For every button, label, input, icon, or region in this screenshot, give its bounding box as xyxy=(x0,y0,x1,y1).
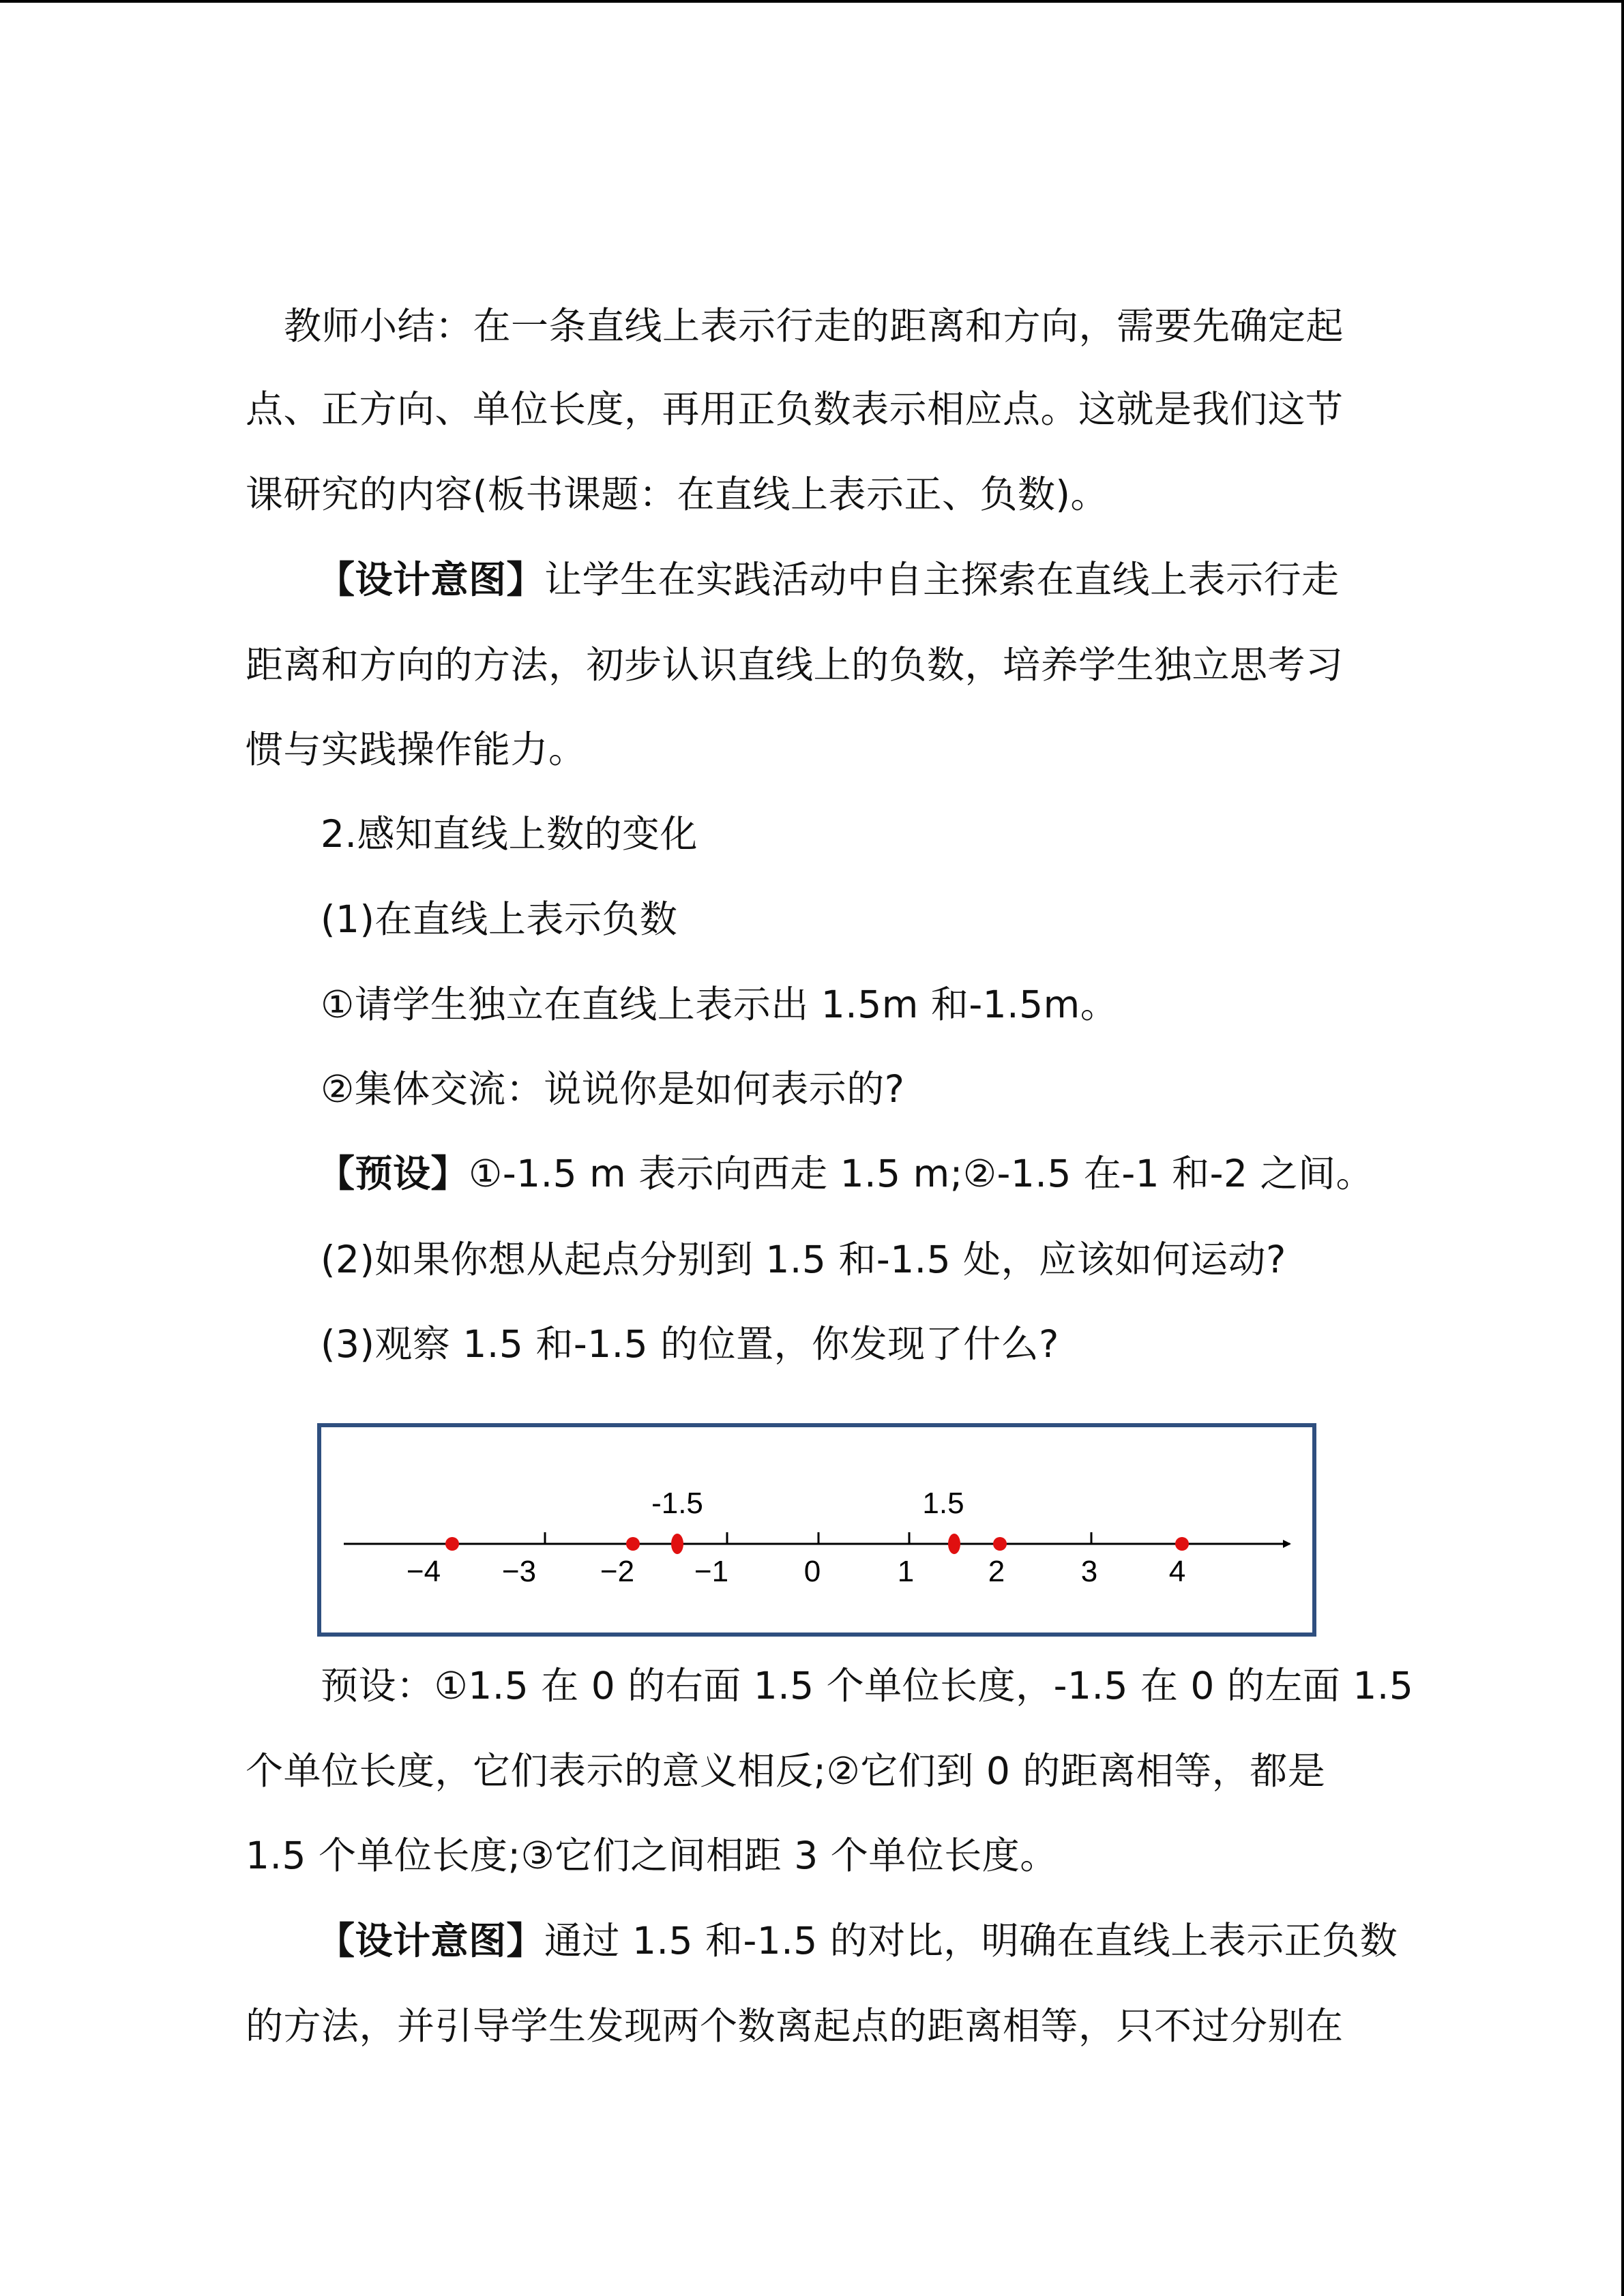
p2-line1-text: 让学生在实践活动中自主探索在直线上表示行走 xyxy=(544,558,1340,601)
p3-line2: 个单位长度，它们表示的意义相反;②它们到 0 的距离相等，都是 xyxy=(246,1749,1326,1793)
tick-label-minus-3: −3 xyxy=(501,1555,537,1588)
p4-line1 xyxy=(317,1917,1398,1965)
design-intent-label-2: 【设计意图】 xyxy=(317,1919,545,1963)
point-minus-1-5 xyxy=(671,1534,683,1554)
point-1-5 xyxy=(948,1534,960,1554)
p2-line3: 惯与实践操作能力。 xyxy=(246,728,587,771)
p2-line1 xyxy=(317,556,1340,603)
p1-line2: 点、正方向、单位长度，再用正负数表示相应点。这就是我们这节 xyxy=(246,387,1344,431)
p4-line2: 的方法，并引导学生发现两个数离起点的距离相等，只不过分别在 xyxy=(246,2004,1344,2048)
p1-line3: 课研究的内容(板书课题：在直线上表示正、负数)。 xyxy=(246,473,1108,516)
tick-label-minus-1: −1 xyxy=(694,1555,729,1588)
tick-label-1: 1 xyxy=(897,1555,915,1588)
item-1: ①请学生独立在直线上表示出 1.5m 和-1.5m。 xyxy=(321,983,1119,1026)
p1-line1: 教师小结：在一条直线上表示行走的距离和方向，需要先确定起 xyxy=(284,304,1344,348)
tick-label-minus-4: −4 xyxy=(406,1555,441,1588)
page-border-right xyxy=(1621,0,1624,2296)
label-minus-1-5: -1.5 xyxy=(651,1487,703,1520)
preset-text: ①-1.5 m 表示向西走 1.5 m;②-1.5 在-1 和-2 之间。 xyxy=(469,1152,1374,1195)
preset-line xyxy=(317,1150,1374,1197)
design-intent-label: 【设计意图】 xyxy=(317,558,545,601)
p3-line1: 预设：①1.5 在 0 的右面 1.5 个单位长度，-1.5 在 0 的左面 1.5 xyxy=(321,1664,1414,1708)
label-1-5: 1.5 xyxy=(922,1487,964,1520)
number-line-svg xyxy=(321,1427,1312,1632)
question-2: (2)如果你想从起点分别到 1.5 和-1.5 处，应该如何运动? xyxy=(321,1238,1286,1281)
p3-line3: 1.5 个单位长度;③它们之间相距 3 个单位长度。 xyxy=(246,1834,1058,1877)
p2-line2: 距离和方向的方法，初步认识直线上的负数，培养学生独立思考习 xyxy=(246,643,1344,687)
tick-label-3: 3 xyxy=(1080,1555,1098,1588)
item-2: ②集体交流：说说你是如何表示的? xyxy=(321,1067,905,1111)
preset-label: 【预设】 xyxy=(317,1152,469,1195)
tick-label-zero: 0 xyxy=(803,1555,821,1588)
question-3: (3)观察 1.5 和-1.5 的位置，你发现了什么? xyxy=(321,1322,1059,1366)
number-line-figure xyxy=(317,1423,1316,1637)
subsection-heading-1: (1)在直线上表示负数 xyxy=(321,897,678,941)
point-minus-2 xyxy=(626,1537,640,1551)
page-border-top xyxy=(0,0,1624,3)
point-minus-4 xyxy=(445,1537,459,1551)
tick-label-4: 4 xyxy=(1168,1555,1186,1588)
tick-label-2: 2 xyxy=(988,1555,1005,1588)
section-heading-2: 2.感知直线上数的变化 xyxy=(321,812,698,856)
p4-line1-text: 通过 1.5 和-1.5 的对比，明确在直线上表示正负数 xyxy=(544,1919,1398,1963)
point-4 xyxy=(1175,1537,1189,1551)
tick-label-minus-2: −2 xyxy=(600,1555,635,1588)
point-2 xyxy=(993,1537,1007,1551)
